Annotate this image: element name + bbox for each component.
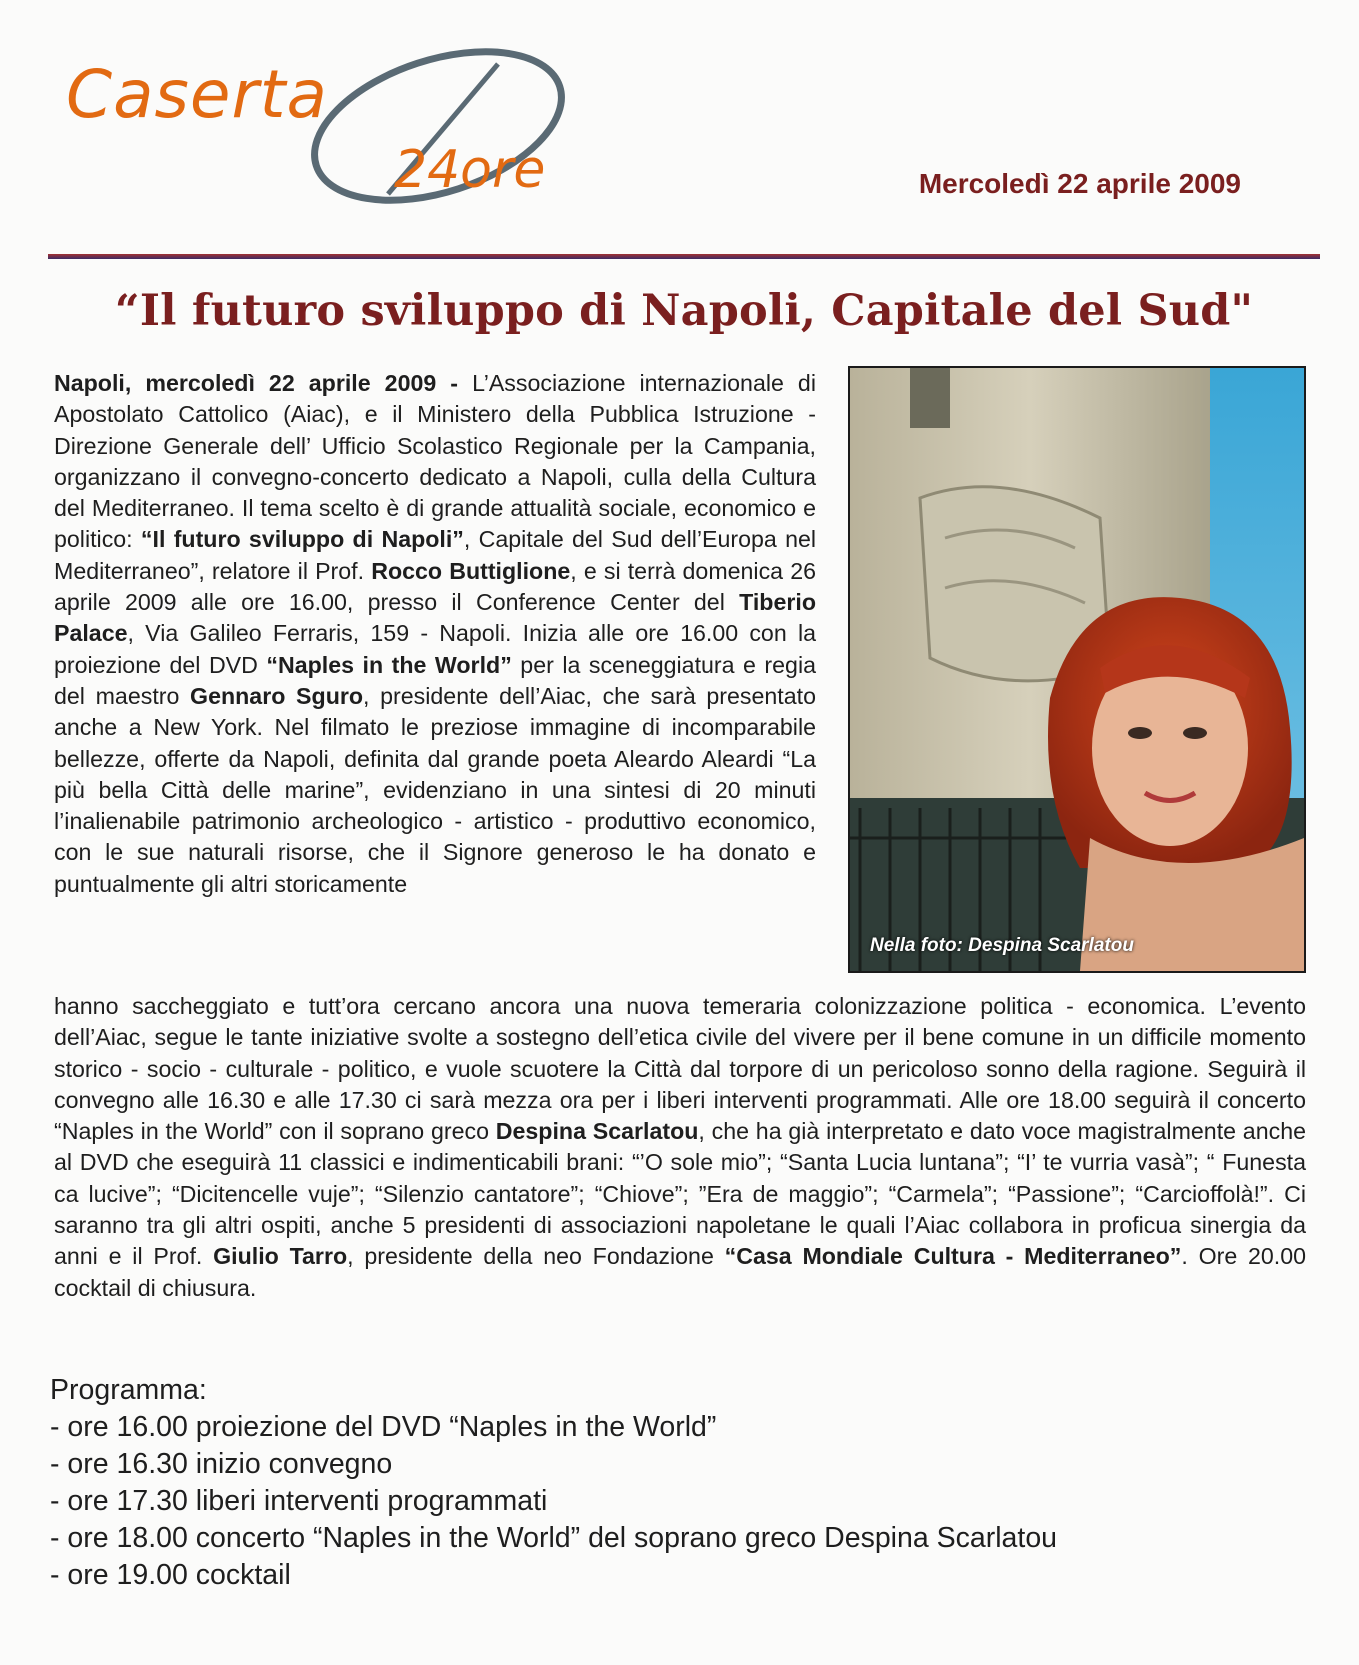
text-run: . Ore 20.00 cocktail di chiusura.: [54, 1243, 1307, 1301]
bold-run: “Il futuro sviluppo di Napoli”: [140, 526, 464, 553]
article-column-full: [54, 991, 1306, 1304]
text-run: , e si terrà domenica 26 aprile 2009 alle ore 16.00, presso il Conference Center del: [54, 557, 816, 616]
text-run: , Capitale del Sud dell’Europa nel Mediterraneo”, relatore il Prof.: [54, 526, 817, 584]
bold-run: Tiberio Palace: [54, 589, 816, 647]
bold-run: Rocco Buttiglione: [371, 557, 571, 584]
bold-run: “Naples in the World”: [266, 651, 512, 678]
bold-run: Giulio Tarro: [213, 1243, 348, 1270]
text-run: , che ha già interpretato e dato voce magistralmente anche al DVD che eseguirà 11 classici e indimenticabili brani: “’O sole mio”; “Santa Lucia luntana”; “I’ te vurria vasà”; “ Funesta ca lucive”; “Dicitencelle vuje”; “Silenzio cantatore”; “Chiove”; ”Era de maggio”; “Carmela”; “Passione”; “Carcioffolà!”. Ci saranno tra gli altri ospiti, anche 5 presidenti di associazioni napoletane le quali l’Aiac collabora in proficua sinergia da anni e il Prof.: [54, 1118, 1306, 1270]
program-item: - ore 16.00 proiezione del DVD “Naples in the World”: [50, 1411, 717, 1443]
article-column-left: [54, 368, 816, 900]
bold-run: Gennaro Sguro: [190, 682, 364, 709]
issue-date: Mercoledì 22 aprile 2009: [918, 168, 1241, 199]
photo-caption: Nella foto: Despina Scarlatou: [870, 935, 1134, 956]
program-heading: Programma:: [50, 1374, 207, 1406]
photo-illustration: [850, 368, 1304, 971]
newspaper-logo: [58, 44, 638, 204]
dateline: Napoli, mercoledì 22 aprile 2009 -: [54, 370, 459, 396]
logo-word-24ore: 24ore: [394, 140, 546, 200]
masthead-divider: [48, 254, 1320, 259]
program-item: - ore 16.30 inizio convegno: [50, 1448, 393, 1480]
text-run: hanno saccheggiato e tutt’ora cercano ancora una nuova temeraria colonizzazione politica - economica. L’evento dell’Aiac, segue le tante iniziative svolte a sostegno dell’etica civile del vivere per il bene comune in un difficile momento storico - socio - culturale - politico, e vuole scuotere la Città dal torpore di un pericoloso sonno della ragione. Seguirà il convegno alle 16.30 e alle 17.30 ci sarà mezza ora per i liberi interventi programmati. Alle ore 18.00 seguirà il concerto “Naples in the World” con il soprano greco: [54, 993, 1306, 1145]
article-title: “Il futuro sviluppo di Napoli, Capitale del Sud": [114, 286, 1254, 336]
article-photo: [848, 366, 1306, 973]
text-run: , Via Galileo Ferraris, 159 - Napoli. Inizia alle ore 16.00 con la proiezione del DVD: [54, 620, 816, 678]
text-run: , presidente della neo Fondazione: [347, 1243, 725, 1270]
text-run: L’Associazione internazionale di Apostolato Cattolico (Aiac), e il Ministero della Pubblica Istruzione - Direzione Generale dell’ Ufficio Scolastico Regionale per la Campania, organizzano il convegno-concerto dedicato a Napoli, culla della Cultura del Mediterraneo. Il tema scelto è di grande attualità sociale, economico e politico:: [54, 370, 816, 553]
program-item: - ore 17.30 liberi interventi programmati: [50, 1485, 548, 1517]
text-run: , presidente dell’Aiac, che sarà presentato anche a New York. Nel filmato le preziose immagine di incomparabile bellezze, offerte da Napoli, definita dal grande poeta Aleardo Aleardi “La più bella Città delle marine”, evidenziano in una sintesi di 20 minuti l’inalienabile patrimonio archeologico - artistico - produttivo economico, con le sue naturali risorse, che il Signore generoso le ha donato e puntualmente gli altri storicamente: [54, 682, 816, 897]
program-section: [50, 1372, 1057, 1594]
program-item: - ore 18.00 concerto “Naples in the World” del soprano greco Despina Scarlatou: [50, 1522, 1058, 1554]
bold-run: “Casa Mondiale Cultura - Mediterraneo”: [724, 1243, 1182, 1270]
program-item: - ore 19.00 cocktail: [50, 1559, 291, 1591]
logo-word-caserta: Caserta: [66, 56, 328, 133]
bold-run: Despina Scarlatou: [495, 1118, 699, 1145]
text-run: per la sceneggiatura e regia del maestro: [54, 651, 816, 709]
